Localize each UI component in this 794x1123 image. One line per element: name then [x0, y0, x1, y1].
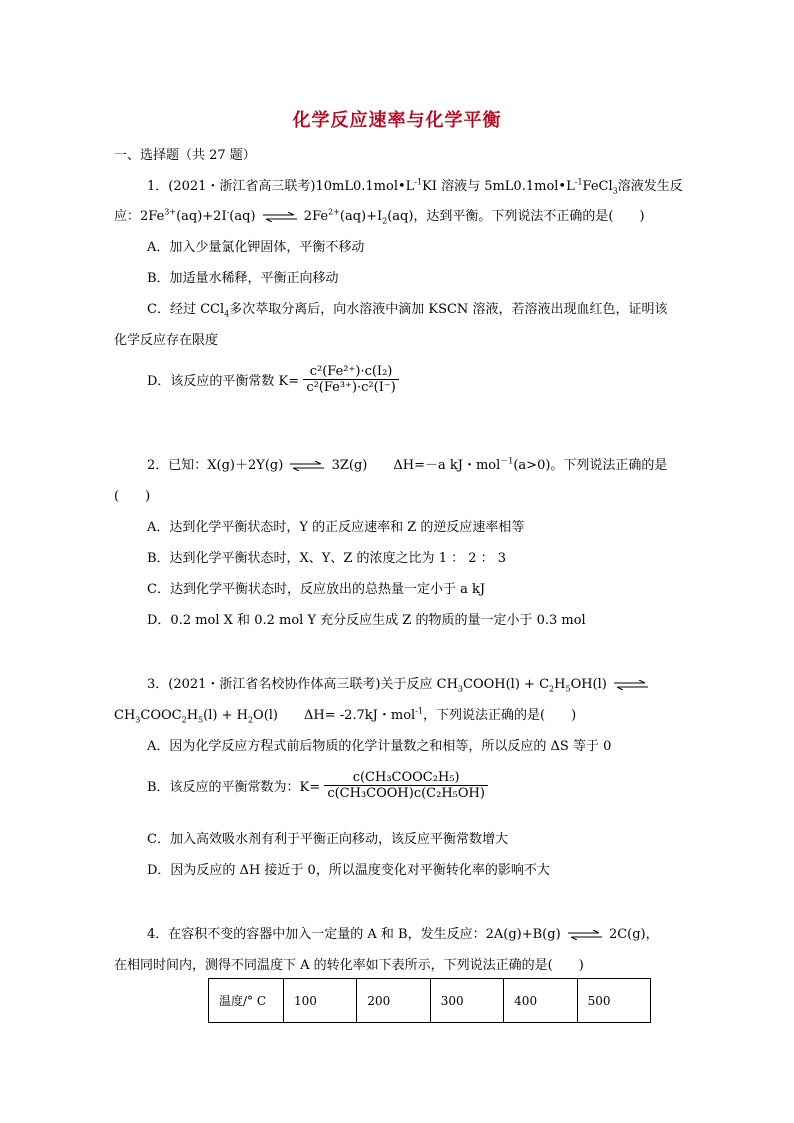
q1-equilibrium-constant-fraction: $\frac{\text{c²(Fe²⁺)·c(I₂)}}{\text{c²(Fe³⁺)·c²(I⁻)}}$: [303, 364, 398, 395]
q3-option-c: C．加入高效吸水剂有利于平衡正向移动，该反应平衡常数增大: [147, 832, 508, 847]
table-cell-temp: 300: [430, 979, 503, 1023]
q1-option-c-line1: C．经过 CCl$_4$多次萃取分离后，向水溶液中滴加 KSCN 溶液，若溶液出现血红色，证明该: [147, 302, 668, 319]
table-cell-temp: 200: [357, 979, 430, 1023]
equilibrium-arrow-icon: [290, 461, 324, 471]
q1-stem-line1: 1．(2021・浙江省高三联考)$10mL0.1mol•L^{-1}KI$ 溶液与 $5mL0.1mol•L^{-1}FeCl_3$溶液发生反: [147, 177, 683, 196]
q3-option-b: B．该反应的平衡常数为：K= $\frac{\text{c(CH₃COOC₂H₅)}}{\text{c(CH₃COOH)c(C₂H₅OH)}}$: [147, 770, 488, 801]
q2-option-b: B．达到化学平衡状态时，X、Y、Z 的浓度之比为 1 ： 2 ： 3: [147, 551, 507, 566]
q4-conversion-table: [208, 978, 651, 1023]
q2-stem-line1: 2．已知：X(g)＋2Y(g) 3Z(g) ΔH=－a kJ・mol$^{-1}$(a>0)。下列说法正确的是: [147, 456, 668, 473]
table-cell-temp: 400: [504, 979, 577, 1023]
q4-stem-line2: 在相同时间内，测得不同温度下 A 的转化率如下表所示，下列说法正确的是( ): [114, 958, 584, 973]
q3-stem-line2: $CH_3COOC_2H_5(l) + H_2O(l)$ ΔH= -2.7kJ・mol$^{-1}$，下列说法正确的是( ): [114, 706, 577, 725]
table-header-temperature: 温度/° C: [209, 979, 284, 1023]
q1-option-a: A．加入少量氯化钾固体，平衡不移动: [147, 240, 365, 255]
q2-option-d: D．0.2 mol X 和 0.2 mol Y 充分反应生成 Z 的物质的量一定小于 0.3 mol: [147, 613, 586, 628]
table-cell-temp: 100: [284, 979, 357, 1023]
q4-stem-line1: 4．在容积不变的容器中加入一定量的 A 和 B，发生反应：2A(g)+B(g) 2C(g)，: [147, 927, 659, 942]
q3-stem-line1: 3．(2021・浙江省名校协作体高三联考)关于反应 $CH_3COOH(l) + C_2H_5OH(l)$: [147, 675, 651, 695]
q1-option-c-line2: 化学反应存在限度: [114, 333, 219, 348]
equilibrium-arrow-icon: [263, 212, 297, 222]
page-title: 化学反应速率与化学平衡: [292, 110, 502, 131]
q3-option-d: D．因为反应的 ΔH 接近于 0，所以温度变化对平衡转化率的影响不大: [147, 863, 550, 878]
table-row: [209, 979, 651, 1023]
q2-option-a: A．达到化学平衡状态时，Y 的正反应速率和 Z 的逆反应速率相等: [147, 520, 525, 535]
q3-option-a: A．因为化学反应方程式前后物质的化学计量数之和相等，所以反应的 ΔS 等于 0: [147, 739, 612, 754]
equilibrium-arrow-icon: [614, 680, 648, 690]
section-heading: 一、选择题（共 27 题）: [114, 148, 256, 163]
table-cell-temp: 500: [577, 979, 650, 1023]
q1-stem-line2: 应：$2Fe^{3+}(aq)+2I^-(aq)$ $2Fe^{2+}(aq)+I_2(aq)$，达到平衡。下列说法不正确的是( ): [114, 207, 645, 226]
q1-option-b: B．加适量水稀释，平衡正向移动: [147, 271, 339, 286]
equilibrium-arrow-icon: [568, 930, 602, 940]
q1-option-d: D．该反应的平衡常数 K= $\frac{\text{c²(Fe²⁺)·c(I₂)}}{\text{c²(Fe³⁺)·c²(I⁻)}}$: [147, 364, 399, 395]
q2-stem-line2: ( ): [114, 489, 151, 504]
q2-option-c: C．达到化学平衡状态时，反应放出的总热量一定小于 a kJ: [147, 582, 486, 597]
q3-equilibrium-constant-fraction: $\frac{\text{c(CH₃COOC₂H₅)}}{\text{c(CH₃COOH)c(C₂H₅OH)}}$: [324, 770, 488, 801]
